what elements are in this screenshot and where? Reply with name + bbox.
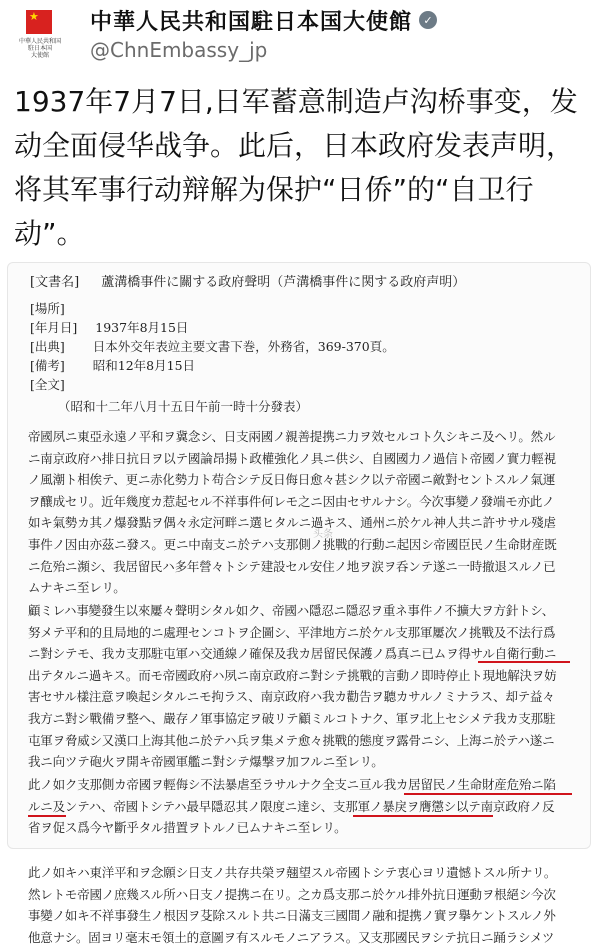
doc-field-place — [30, 299, 65, 317]
document-title-row — [30, 271, 465, 290]
document-title-label: [文書名] — [30, 275, 80, 290]
tweet-text: 1937年7月7日,日军蓄意制造卢沟桥事变，发动全面侵华战争。此后，日本政府发表声明，将其军事行动辩解为保护“日侨”的“自卫行动”。 — [14, 85, 578, 250]
paragraph-2 — [28, 600, 578, 773]
field-label: [場所] — [30, 301, 65, 316]
highlight-underline — [478, 661, 570, 663]
paragraph-3 — [28, 774, 578, 839]
field-value: 日本外交年表竝主要文書下巻，外務省，369-370頁。 — [92, 339, 395, 354]
paragraph-1 — [28, 426, 578, 599]
field-value: 1937年8月15日 — [95, 320, 189, 335]
highlight-underline — [353, 815, 493, 817]
profile-header — [0, 0, 602, 75]
text-line: 我ニ向ツテ砲火ヲ開キ帝國軍艦ニ對シテ爆撃ヲ加フルニ至レリ。 — [28, 754, 384, 770]
attached-document-image[interactable] — [7, 262, 591, 945]
field-value: 昭和12年8月15日 — [92, 358, 196, 373]
avatar-caption: 中華人民共和国 駐日本国 大使館 — [18, 38, 61, 59]
paragraph-4 — [28, 862, 578, 948]
text-line: 事件ノ因由亦茲ニ發ス。更ニ中南支ニ於テハ支那側ノ挑戰的行動ニ起因シ帝國臣民ノ生命財産既 — [28, 536, 557, 552]
text-line: 帝國夙ニ東亞永遠ノ平和ヲ冀念シ、日支兩國ノ親善提携ニ力ヲ效セルコト久シキニ及ヘリ。然ル — [28, 429, 556, 444]
text-line: ニ南京政府ハ排日抗日ヲ以テ國論昂揚ト政權強化ノ具ニ供シ、自國國力ノ過信ト帝國ノ實力輕視 — [28, 450, 556, 466]
text-line: 出テタルニ過キス。而モ帝國政府ハ夙ニ南京政府ニ對シテ挑戰的言動ノ即時停止ト現地解決ヲ妨 — [28, 667, 557, 683]
text-line: 然レトモ帝國ノ庶幾スル所ハ日支ノ提携ニ在リ。之カ爲支那ニ於ケル排外抗日運動ヲ根絕シ今次 — [28, 886, 556, 902]
text-line: 他意ナシ。固ヨリ毫末モ領土的意圖ヲ有スルモノニアラス。又支那國民ヲシテ抗日ニ踊ラシメツ — [28, 929, 555, 945]
avatar[interactable] — [12, 8, 78, 70]
text-line: 此ノ如キハ東洋平和ヲ念願シ日支ノ共存共榮ヲ翹望スル帝國トシテ衷心ヨリ遺憾トスル所ナリ。 — [28, 865, 557, 880]
text-line: 省ヲ促ス爲今ヤ斷乎タル措置ヲトルノ已ムナキニ至レリ。 — [28, 820, 347, 836]
star-icon: ★ — [29, 10, 39, 23]
text-line: 事變ノ如キ不祥事發生ノ根因ヲ芟除スルト共ニ日滿支三國間ノ融和提携ノ實ヲ擧ケントスルノ外 — [28, 908, 556, 924]
display-name[interactable]: 中華人民共和国駐日本国大使館 — [90, 9, 413, 35]
account-handle[interactable]: @ChnEmbassy_jp — [90, 38, 268, 62]
name-row — [90, 6, 437, 34]
highlight-underline — [404, 793, 572, 795]
text-line: ヲ釀成セリ。近年幾度カ惹起セル不祥事件何レモ之ニ因由セサルナシ。今次事變ノ發端モ亦此ノ — [28, 493, 555, 509]
field-label: [出典] — [30, 339, 65, 354]
text-line: ムナキニ至レリ。 — [28, 580, 126, 596]
field-label: [備考] — [30, 358, 65, 373]
doc-field-remarks — [30, 356, 195, 374]
text-line: 我方ニ對シ戰備ヲ整ヘ、嚴存ノ軍事協定ヲ破リテ顧ミルコトナク、軍ヲ北上セシメテ我カ支那駐 — [28, 710, 556, 726]
doc-field-source — [30, 337, 395, 355]
text-line: ニ對シテモ、我カ支那駐屯軍ハ交通線ノ確保及我カ居留民保護ノ爲真ニ已ムヲ得サル自衛行動ニ — [28, 646, 557, 662]
text-line: 屯軍ヲ脅威シ又漢口上海其他ニ於テハ兵ヲ集メテ愈々挑戰的態度ヲ露骨ニシ、上海ニ於テハ遂ニ — [28, 732, 555, 748]
text-line: ニ危殆ニ瀕シ、我居留民ハ多年營々トシテ建設セル安住ノ地ヲ涙ヲ呑ンテ遂ニ一時撤退スルノ已 — [28, 558, 556, 574]
verified-badge-icon: ✓ — [419, 11, 437, 29]
document-title-value: 蘆溝橋事件に關する政府聲明（芦溝橋事件に関する政府声明） — [101, 275, 466, 290]
field-label: [年月日] — [30, 320, 78, 335]
text-line: 努メテ平和的且局地的ニ處理センコトヲ企圖シ、平津地方ニ於ケル支那軍屢次ノ挑戰及不法行爲 — [28, 624, 556, 640]
text-line: 如キ氣勢カ其ノ爆發點ヲ偶々永定河畔ニ選ヒタルニ過キス、通州ニ於ケル神人共ニ許ササル殘虐 — [28, 515, 556, 531]
text-line: 此ノ如ク支那側カ帝國ヲ輕侮シ不法暴虐至ラサルナク全支ニ亘ル我カ居留民ノ生命財産危殆ニ陷 — [28, 777, 556, 792]
doc-field-fulltext — [30, 375, 65, 393]
text-line: 顧ミレハ事變發生以來屢々聲明シタル如ク、帝國ハ隱忍ニ隱忍ヲ重ネ事件ノ不擴大ヲ方針トシ、 — [28, 603, 555, 618]
doc-field-date — [30, 318, 188, 336]
text-line: ノ風潮ト相俟テ、更ニ赤化勢力ト苟合シテ反日侮日愈々甚シク以テ帝國ニ敵對セントスルノ氣運 — [28, 472, 556, 488]
highlight-underline — [28, 815, 66, 817]
china-flag-icon — [26, 10, 52, 34]
announcement-date: （昭和十二年八月十五日午前一時十分發表） — [58, 399, 309, 414]
watermark: 头条 — [313, 529, 333, 540]
text-line: ルニ及ンテハ、帝國トシテハ最早隱忍其ノ限度ニ達シ、支那軍ノ暴戾ヲ膺懲シ以テ南京政府ノ反 — [28, 798, 555, 814]
field-label: [全文] — [30, 377, 65, 392]
text-line: 害セサル樣注意ヲ喚起シタルニモ拘ラス、南京政府ハ我カ勸告ヲ聽カサルノミナラス、却テ益々 — [28, 689, 555, 705]
